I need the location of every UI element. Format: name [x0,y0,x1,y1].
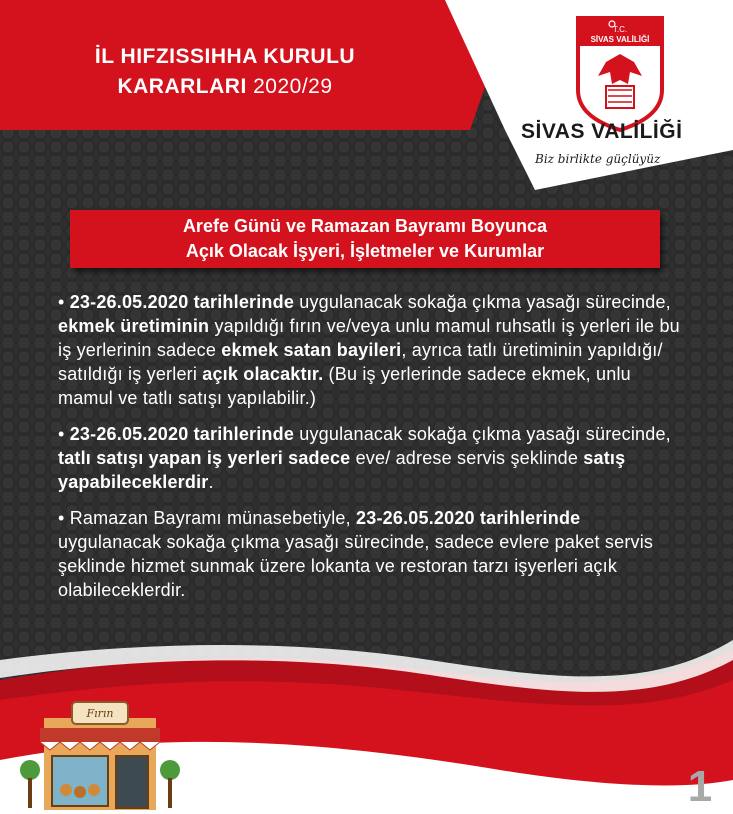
item-bold: ekmek satan bayileri [221,340,402,360]
item-text: . [208,472,214,492]
item-text: uygulanacak sokağa çıkma yasağı sürecinde, [294,292,671,312]
item-bold: açık olacaktır. [202,364,324,384]
list-item [58,290,688,410]
banner-line-1: Arefe Günü ve Ramazan Bayramı Boyunca [182,216,548,236]
page-number: 1 [687,762,713,811]
item-bold: 23-26.05.2020 tarihlerinde [356,508,581,528]
item-text: (Bu iş yerlerinde sadece ekmek, unlu mamul ve tatlı satışı yapılabilir.) [58,364,631,408]
title-line-2 [60,72,390,102]
page-title [60,42,390,102]
item-text: • Ramazan Bayramı münasebetiyle, [58,508,357,528]
decision-list [58,290,688,614]
list-item [58,506,688,602]
item-bold: 23-26.05.2020 tarihlerinde [69,424,295,444]
seal-name-text: SİVAS VALİLİĞİ [590,35,650,44]
item-text: yapıldığı fırın ve/veya unlu mamul ruhsatlı iş yerleri ile bu iş yerlerinin sadece [58,316,680,360]
shop-sign-text: Fırın [86,707,114,720]
item-text: uygulanacak sokağa çıkma yasağı sürecinde, sadece evlere paket servis şeklinde hizmet sunmak üzere lokanta ve restoran tarzı işyerleri açık olabileceklerdir. [58,532,654,600]
item-text: • [58,424,70,444]
list-item [58,422,688,494]
title-line-1: İL HIFZISSIHHA KURULU [94,45,356,68]
item-bold: 23-26.05.2020 tarihlerinde [69,292,295,312]
bakery-shop-icon [20,700,180,810]
item-bold: tatlı satışı yapan iş yerleri sadece [58,448,351,468]
title-regular-part: 2020/29 [246,75,333,98]
item-text: • [58,292,70,312]
brand-name: SİVAS VALİLİĞİ [521,120,683,143]
item-text: eve/ adrese servis şeklinde [350,448,584,468]
item-text: uygulanacak sokağa çıkma yasağı sürecinde, [294,424,671,444]
item-bold: satış yapabileceklerdir [58,448,626,492]
subtitle-banner [70,210,660,268]
item-bold: ekmek üretiminin [58,316,210,336]
item-text: , ayrıca tatlı üretiminin yapıldığı/ satıldığı iş yerleri [58,340,663,384]
seal-top-text: T.C. [612,25,628,34]
title-bold-part: KARARLARI [117,75,247,98]
banner-line-2: Açık Olacak İşyeri, İşletmeler ve Kurumlar [185,241,545,261]
banner-text [70,214,660,264]
slogan: Biz birlikte güçlüyüz [535,152,661,166]
